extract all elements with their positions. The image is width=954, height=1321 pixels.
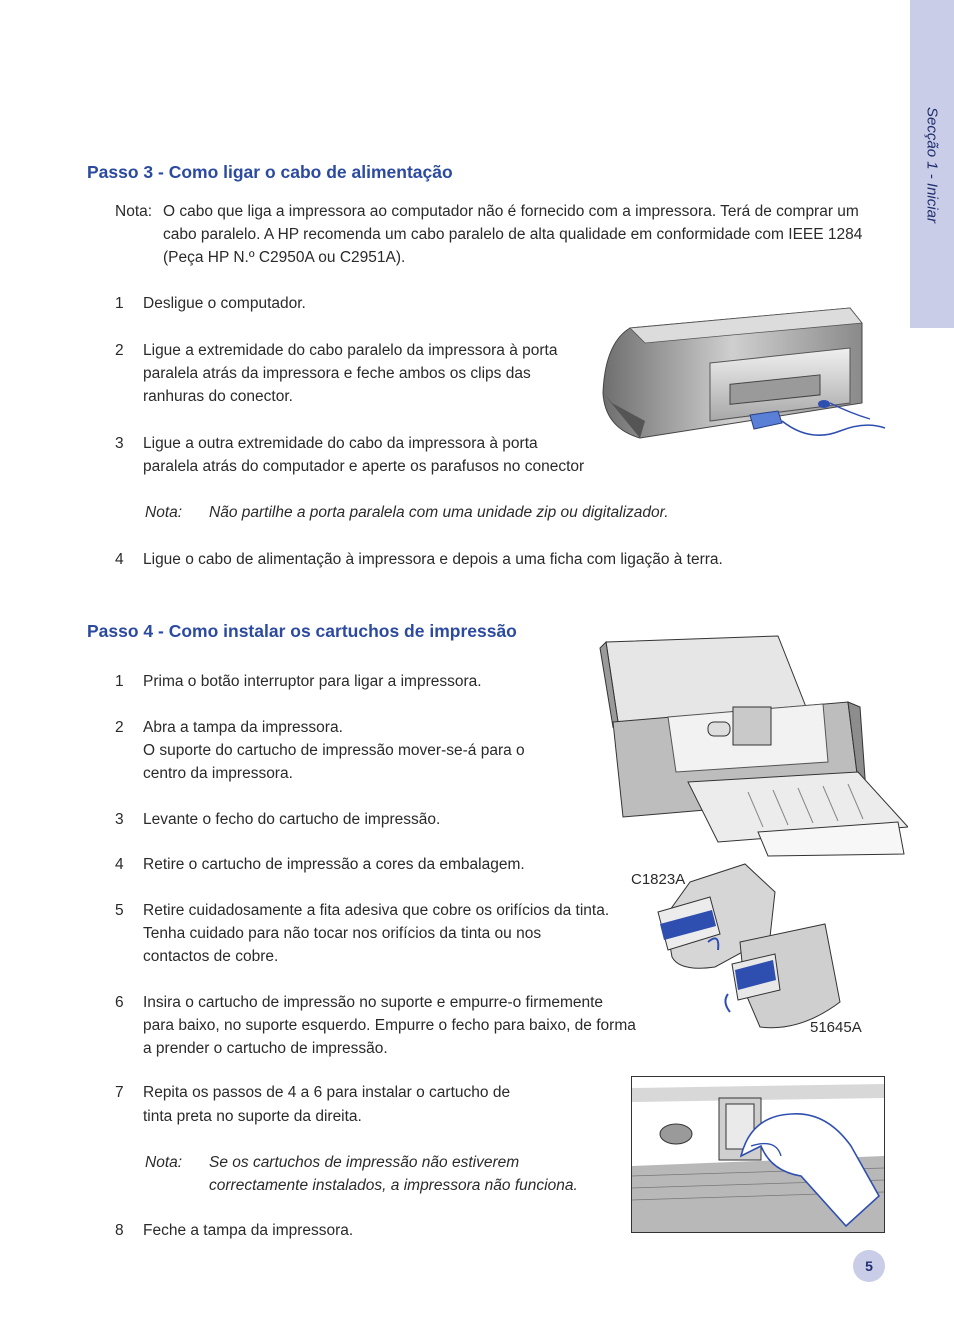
step4-heading: Passo 4 - Como instalar os cartuchos de impressão <box>87 621 517 641</box>
step3-inner-note-label: Nota: <box>145 504 183 521</box>
printer-rear-cable-illustration <box>600 303 890 453</box>
cartridge-label-color: C1823A <box>631 871 686 888</box>
section-tab <box>910 0 954 328</box>
hand-inserting-cartridge-illustration <box>631 1076 885 1233</box>
step4-inner-note-text: Se os cartuchos de impressão não estiverem correctamente instalados, a impressora não funciona. <box>209 1154 578 1194</box>
cartridge-label-black: 51645A <box>810 1019 862 1036</box>
page-number: 5 <box>853 1250 885 1282</box>
section-tab-label: Secção 1 - Iniciar <box>923 107 941 223</box>
step4-inner-note-label: Nota: <box>145 1154 183 1171</box>
step3-inner-note-text: Não partilhe a porta paralela com uma unidade zip ou digitalizador. <box>209 504 669 521</box>
cartridges-tape-removal-illustration <box>650 862 850 1032</box>
step3-note-text: O cabo que liga a impressora ao computador não é fornecido com a impressora. Terá de comprar um cabo paralelo. A HP recomenda um cabo paralelo de alta qualidade em conformidade com IEEE 1284 (Peça HP N.º C2950A ou C2951A). <box>163 203 863 266</box>
open-printer-illustration <box>598 632 908 857</box>
step3-heading: Passo 3 - Como ligar o cabo de alimentação <box>87 162 453 182</box>
step3-note-label: Nota: <box>115 203 153 220</box>
